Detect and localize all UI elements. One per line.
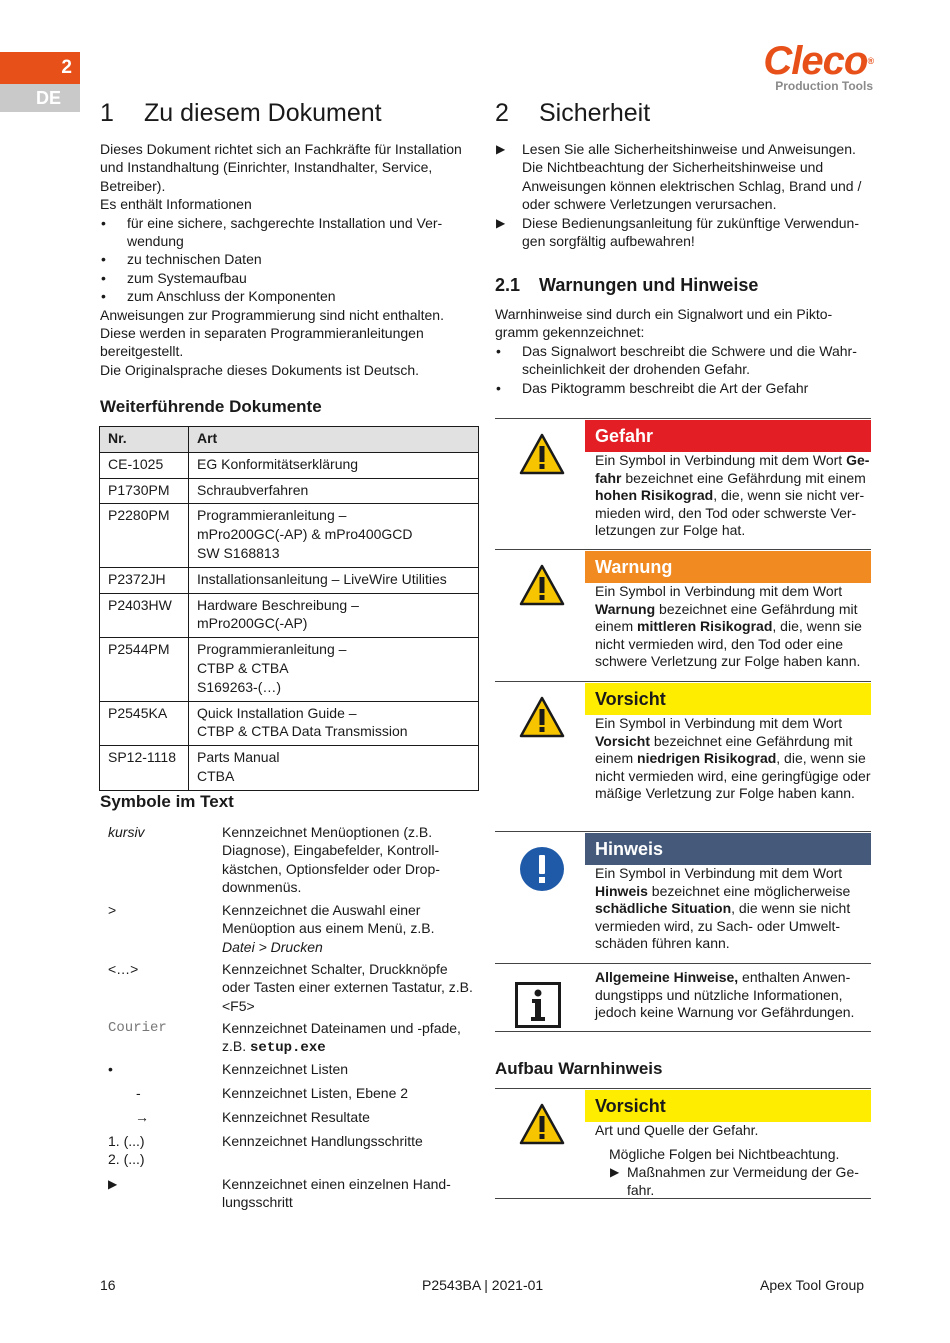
table-row	[100, 638, 479, 701]
signal-word: Hinweis	[585, 833, 871, 865]
symbol-key: <…>	[108, 961, 139, 977]
symbol-example: Datei > Drucken	[222, 938, 323, 955]
list-item	[495, 342, 871, 379]
info-bold: Allgemeine Hinweise,	[595, 969, 739, 985]
doc-number-cell: P2372JH	[100, 567, 189, 593]
symbol-key: ▶	[108, 1177, 118, 1191]
symbol-key-line: 1. (...)	[108, 1133, 145, 1149]
doc-number-cell: P2544PM	[100, 638, 189, 701]
structure-measures	[609, 1164, 871, 1199]
doc-number-cell: P2545KA	[100, 701, 189, 746]
symbol-description	[222, 1019, 478, 1058]
table-row	[100, 746, 479, 791]
signal-word: Gefahr	[585, 420, 871, 452]
symbol-key	[108, 1132, 218, 1169]
doc-type-line: mPro200GC(-AP)	[197, 615, 308, 632]
doc-number-cell: P2403HW	[100, 593, 189, 638]
list-item	[100, 269, 470, 287]
symbol-description: Kennzeichnet Handlungsschritte	[222, 1133, 423, 1149]
table-row	[100, 567, 479, 593]
signal-word: Warnung	[585, 551, 871, 583]
doc-type-cell	[189, 452, 479, 478]
list-item	[100, 287, 470, 305]
structure-heading: Aufbau Warnhinweis	[495, 1059, 663, 1078]
bullet-marker: •	[496, 379, 501, 396]
doc-type-line: S169263-(…)	[197, 678, 282, 695]
danger-box	[495, 418, 871, 549]
doc-number-cell: P1730PM	[100, 478, 189, 504]
desc-text: , die, wenn sie nicht vermieden wird, eine geringfügige oder mäßige Verletzung zur Folge haben kann.	[595, 750, 871, 802]
list-item	[100, 250, 470, 268]
language-note: Die Originalsprache dieses Dokuments ist Deutsch.	[100, 361, 420, 378]
symbol-description: Kennzeichnet einen einzelnen Hand-lungsschritt	[222, 1176, 451, 1211]
logo-subtitle: Production Tools	[775, 79, 873, 93]
bullet-marker: •	[496, 342, 501, 359]
desc-text: bezeichnet eine Gefährdung mit einem	[621, 469, 866, 486]
doc-number-cell: P2280PM	[100, 504, 189, 567]
symbols-heading: Symbole im Text	[100, 792, 234, 811]
step-marker: ▶	[496, 215, 506, 230]
list-item	[495, 379, 871, 397]
docs-table-wrapper	[99, 426, 479, 791]
warning-box	[495, 549, 871, 681]
doc-type-line: CTBP & CTBA Data Transmission	[197, 723, 408, 740]
symbol-key: Courier	[108, 1020, 167, 1036]
list-item	[100, 214, 470, 251]
doc-type-line: Quick Installation Guide –	[197, 704, 357, 721]
exclamation-circle-icon	[519, 846, 565, 896]
step-marker: ▶	[610, 1165, 620, 1179]
desc-text: , die wenn sie nicht vermieden wird, zu Sach- oder Umwelt-schäden führen kann.	[595, 900, 851, 952]
section-2-title: Sicherheit	[539, 99, 651, 127]
doc-number-cell: SP12-1118	[100, 746, 189, 791]
desc-bold: Warnung	[595, 600, 656, 617]
doc-type-line: Hardware Beschreibung –	[197, 596, 359, 613]
section-1-title: Zu diesem Dokument	[144, 99, 382, 127]
safety-step	[495, 140, 871, 214]
symbol-key: kursiv	[108, 824, 145, 840]
desc-text: bezeichnet eine möglicherweise	[647, 882, 851, 899]
bullet-marker: •	[101, 214, 106, 231]
desc-text: , die, wenn sie nicht ver-mieden wird, den Tod oder schwerste Ver-letzungen zur Folge hat.	[595, 487, 865, 539]
info-icon	[515, 982, 561, 1032]
desc-bold: mittleren Risikograd	[637, 618, 773, 635]
section-1-number: 1	[100, 99, 114, 127]
symbol-description: Kennzeichnet Resultate	[222, 1109, 370, 1125]
desc-text: bezeichnet eine Gefährdung mit einem	[595, 600, 858, 635]
doc-type-cell	[189, 478, 479, 504]
info-box	[495, 963, 871, 1031]
doc-type-line: Programmieranleitung –	[197, 507, 347, 524]
desc-bold: niedrigen Risikograd	[637, 750, 777, 767]
list-item-text: zu technischen Daten	[127, 251, 262, 268]
table-row	[100, 593, 479, 638]
section-2-1-heading	[495, 274, 758, 296]
structure-measures-text: Maßnahmen zur Vermeidung der Ge-fahr.	[627, 1164, 859, 1198]
doc-type-cell	[189, 567, 479, 593]
desc-bold: schädliche Situation	[595, 900, 732, 917]
info-body: enthalten Anwen-dungstipps und nützliche Informationen, jedoch keine Warnung vor Gefährdungen.	[595, 969, 855, 1021]
section-2-1-number: 2.1	[495, 275, 521, 295]
structure-hazard-source: Art und Quelle der Gefahr.	[595, 1122, 759, 1138]
doc-type-line: CTBA	[197, 767, 235, 784]
signal-description	[595, 583, 871, 671]
desc-text: Ein Symbol in Verbindung mit dem Wort	[595, 865, 843, 881]
symbol-description	[222, 901, 478, 956]
symbol-key: -	[136, 1085, 141, 1101]
signal-description	[595, 865, 871, 953]
table-row	[100, 701, 479, 746]
info-bullet-list	[100, 214, 470, 306]
section-2-heading	[495, 98, 650, 128]
desc-text: Ein Symbol in Verbindung mit dem Wort	[595, 715, 843, 731]
footer-document-id: P2543BA | 2021-01	[422, 1277, 544, 1293]
desc-bold: Ge-fahr	[595, 452, 870, 486]
symbol-key-line: 2. (...)	[108, 1151, 145, 1168]
divider	[495, 1198, 871, 1199]
symbol-description: Kennzeichnet Menüoptionen (z.B. Diagnose), Eingabefelder, Kontroll-kästchen, Optionsfelder oder Drop-downmenüs.	[222, 824, 440, 896]
desc-text: , die, wenn sie nicht vermieden wird, den Tod oder eine schwere Verletzung zur Folge haben kann.	[595, 618, 862, 670]
doc-number-cell: CE-1025	[100, 452, 189, 478]
symbol-description: Kennzeichnet Schalter, Druckknöpfe oder Tasten einer externen Tastatur, z.B. <F5>	[222, 961, 473, 1014]
language-tab: DE	[0, 84, 80, 112]
warnings-intro: Warnhinweise sind durch ein Signalwort und ein Pikto-gramm gekennzeichnet:	[495, 306, 833, 341]
doc-type-line: mPro200GC(-AP) & mPro400GCD	[197, 526, 413, 543]
programming-note: Anweisungen zur Programmierung sind nicht enthalten. Diese werden in separaten Programmieranleitungen bereitgestellt.	[100, 306, 444, 360]
symbol-example: setup.exe	[250, 1040, 326, 1057]
doc-type-line: SW S168813	[197, 544, 280, 561]
signal-word: Vorsicht	[585, 683, 871, 715]
section-2-1-body	[495, 305, 871, 397]
table-row	[100, 452, 479, 478]
bullet-marker: •	[101, 288, 106, 305]
docs-heading: Weiterführende Dokumente	[100, 397, 322, 416]
table-row	[100, 478, 479, 504]
list-item-text: zum Systemaufbau	[127, 269, 247, 286]
logo-registered-mark: ®	[867, 56, 873, 66]
doc-type-cell	[189, 504, 479, 567]
symbol-key: →	[135, 1109, 149, 1125]
contains-line: Es enthält Informationen	[100, 196, 252, 213]
doc-type-cell	[189, 746, 479, 791]
list-item-text: für eine sichere, sachgerechte Installation und Ver-wendung	[127, 214, 443, 250]
docs-table	[99, 426, 479, 791]
safety-step	[495, 214, 871, 251]
cleco-logo	[733, 40, 873, 92]
section-2-number: 2	[495, 99, 509, 127]
structure-signal-word: Vorsicht	[585, 1090, 871, 1122]
intro-paragraph: Dieses Dokument richtet sich an Fachkräfte für Installation und Instandhaltung (Einrichter, Instandhalter, Service, Betreiber).	[100, 141, 462, 194]
section-1-body	[100, 140, 470, 379]
desc-bold: hohen Risikograd	[595, 487, 714, 504]
symbol-key: •	[108, 1061, 113, 1077]
table-row	[100, 504, 479, 567]
warning-triangle-icon	[519, 696, 565, 742]
safety-step-text: Diese Bedienungsanleitung für zukünftige Verwendun-gen sorgfältig aufbewahren!	[522, 214, 860, 250]
doc-type-line: Parts Manual	[197, 749, 280, 766]
step-marker: ▶	[496, 142, 506, 156]
desc-bold: Hinweis	[595, 882, 648, 899]
desc-text: bezeichnet eine Gefährdung mit einem	[595, 732, 853, 767]
docs-header-nr: Nr.	[100, 427, 189, 453]
desc-bold: Vorsicht	[595, 732, 650, 749]
safety-step-text: Lesen Sie alle Sicherheitshinweise und Anweisungen. Die Nichtbeachtung der Sicherheitshinweise und Anweisungen können elektrischen Schlag, Brand und / oder schwere Verletzungen verursachen.	[522, 141, 862, 213]
safety-steps	[495, 140, 871, 250]
caution-box	[495, 681, 871, 831]
doc-type-line: Installationsanleitung – LiveWire Utilities	[197, 570, 447, 587]
list-item-text: zum Anschluss der Komponenten	[127, 288, 336, 305]
section-2-1-title: Warnungen und Hinweise	[539, 275, 759, 295]
symbol-description: Kennzeichnet Listen, Ebene 2	[222, 1085, 409, 1101]
symbol-description: Kennzeichnet Listen	[222, 1061, 349, 1077]
footer-page-number: 16	[100, 1277, 116, 1293]
desc-text: Ein Symbol in Verbindung mit dem Wort	[595, 583, 843, 599]
doc-type-line: Programmieranleitung –	[197, 641, 347, 658]
footer-company: Apex Tool Group	[760, 1277, 865, 1293]
warning-triangle-icon	[519, 433, 565, 479]
structure-box	[495, 1088, 871, 1198]
logo-brand: Cleco	[763, 39, 868, 83]
bullet-marker: •	[101, 251, 106, 268]
divider	[495, 1031, 871, 1032]
section-1-heading	[100, 98, 382, 128]
signal-description	[595, 715, 871, 803]
list-item-text: Das Piktogramm beschreibt die Art der Gefahr	[522, 379, 809, 396]
symbol-key: >	[108, 902, 117, 918]
bullet-marker: •	[101, 269, 106, 286]
doc-type-line: EG Konformitätserklärung	[197, 455, 359, 472]
list-item-text: Das Signalwort beschreibt die Schwere und die Wahr-scheinlichkeit der drohenden Gefahr.	[522, 342, 857, 378]
info-text	[595, 969, 871, 1022]
symbol-description-text: Kennzeichnet Dateinamen und -pfade, z.B.	[222, 1020, 461, 1055]
docs-table-header-row	[100, 427, 479, 453]
doc-type-cell	[189, 593, 479, 638]
chapter-number-tab: 2	[0, 52, 80, 84]
notice-box	[495, 831, 871, 963]
warning-triangle-icon	[519, 564, 565, 610]
doc-type-cell	[189, 638, 479, 701]
signal-description	[595, 452, 871, 540]
structure-consequences: Mögliche Folgen bei Nichtbeachtung.	[609, 1146, 840, 1162]
doc-type-cell	[189, 701, 479, 746]
symbol-description-text: Kennzeichnet die Auswahl einer Menüoption aus einem Menü, z.B.	[222, 902, 435, 937]
desc-text: Ein Symbol in Verbindung mit dem Wort	[595, 452, 847, 468]
docs-header-art: Art	[189, 427, 479, 453]
warning-triangle-icon	[519, 1103, 565, 1149]
doc-type-line: CTBP & CTBA	[197, 659, 289, 676]
doc-type-line: Schraubverfahren	[197, 481, 309, 498]
